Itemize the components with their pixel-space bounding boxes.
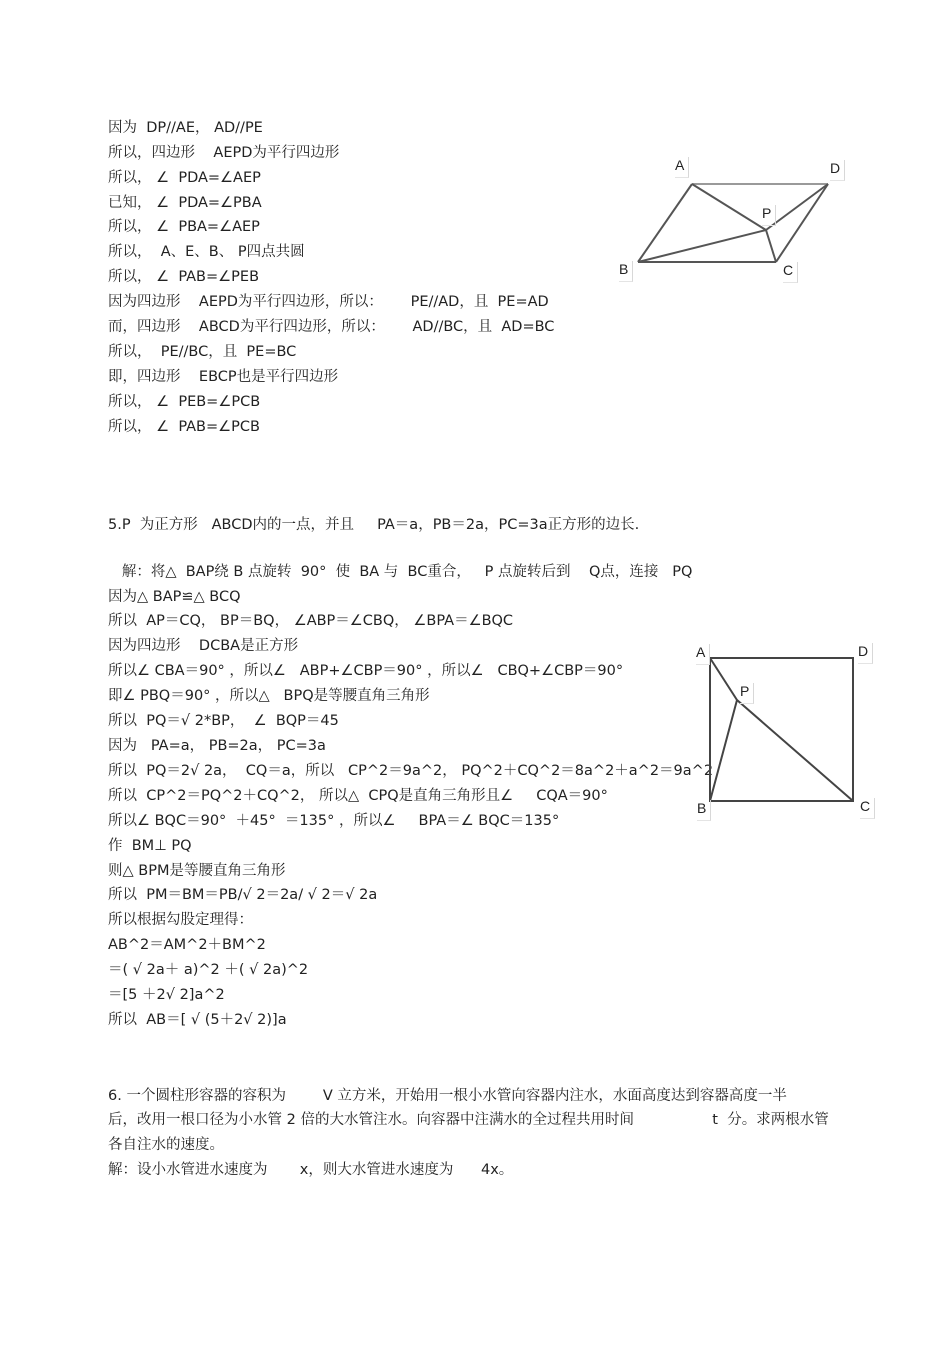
problem-5-question: 5.P 为正方形 ABCD内的一点，并且 PA＝a，PB＝2a，PC=3a正方形的边长. xyxy=(108,517,640,533)
proof-line: 因为 DP//AE， AD//PE xyxy=(108,120,263,136)
solution-line: 所以 AB＝[ √ (5＋2√ 2)]a xyxy=(108,1012,287,1028)
solution-line: 所以根据勾股定理得： xyxy=(108,912,253,928)
vertex-label-a: A xyxy=(696,644,710,665)
solution-line: 则△ BPM是等腰直角三角形 xyxy=(108,863,286,879)
proof-line: 所以， ∠ PEB=∠PCB xyxy=(108,394,261,410)
solution-line: 因为△ BAP≌△ BCQ xyxy=(108,589,241,605)
proof-line: 所以， A、E、B、 P四点共圆 xyxy=(108,244,305,260)
proof-line: 所以， ∠ PDA=∠AEP xyxy=(108,170,261,186)
solution-line: 所以∠ BQC＝90° ＋45° ＝135° ，所以∠ BPA＝∠ BQC＝135° xyxy=(108,813,560,829)
vertex-label-c: C xyxy=(860,798,875,819)
solution-line: 所以 CP^2＝PQ^2＋CQ^2， 所以△ CPQ是直角三角形且∠ CQA＝90° xyxy=(108,788,608,804)
vertex-label-d: D xyxy=(830,160,845,181)
solution-line: ＝( √ 2a＋ a)^2 ＋( √ 2a)^2 xyxy=(108,962,309,978)
vertex-label-p: P xyxy=(762,205,776,226)
solution-line: 所以 AP＝CQ， BP＝BQ， ∠ABP＝∠CBQ， ∠BPA＝∠BQC xyxy=(108,613,514,629)
proof-line: 所以， PE//BC，且 PE=BC xyxy=(108,344,297,360)
proof-line: 所以， ∠ PAB=∠PEB xyxy=(108,269,260,285)
proof-line: 即，四边形 EBCP也是平行四边形 xyxy=(108,369,339,385)
solution-line: 作 BM⊥ PQ xyxy=(108,838,192,854)
vertex-label-p: P xyxy=(740,683,754,704)
proof-line: 所以，四边形 AEPD为平行四边形 xyxy=(108,145,340,161)
vertex-label-a: A xyxy=(675,157,689,178)
proof-line: 所以， ∠ PAB=∠PCB xyxy=(108,419,260,435)
solution-line: 所以 PQ＝√ 2*BP， ∠ BQP＝45 xyxy=(108,713,339,729)
solution-line: 所以∠ CBA＝90° ，所以∠ ABP+∠CBP＝90° ，所以∠ CBQ+∠CBP＝90° xyxy=(108,663,624,679)
parallelogram-figure xyxy=(600,140,860,300)
proof-line: 因为四边形 AEPD为平行四边形，所以： PE//AD，且 PE=AD xyxy=(108,294,549,310)
vertex-label-d: D xyxy=(858,643,873,664)
vertex-label-b: B xyxy=(619,261,633,282)
solution-line: 解：将△ BAP绕 B 点旋转 90° 使 BA 与 BC重合， P 点旋转后到 Q点，连接 PQ xyxy=(108,564,693,580)
vertex-label-b: B xyxy=(697,800,711,821)
solution-line: 因为 PA=a， PB=2a， PC=3a xyxy=(108,738,326,754)
problem-6-line: 后，改用一根口径为小水管 2 倍的大水管注水。向容器中注满水的全过程共用时间 t 分。求两根水管 xyxy=(108,1112,829,1128)
solution-line: 即∠ PBQ＝90° ，所以△ BPQ是等腰直角三角形 xyxy=(108,688,430,704)
proof-line: 已知， ∠ PDA=∠PBA xyxy=(108,195,262,211)
problem-6-solution: 解：设小水管进水速度为 x，则大水管进水速度为 4x。 xyxy=(108,1162,514,1178)
problem-6-line: 各自注水的速度。 xyxy=(108,1137,224,1153)
proof-line: 所以， ∠ PBA=∠AEP xyxy=(108,219,260,235)
parallelogram-diagram xyxy=(600,140,860,300)
solution-line: 所以 PQ＝2√ 2a， CQ＝a，所以 CP^2＝9a^2， PQ^2＋CQ^2＝8a^2＋a^2＝9a^2 xyxy=(108,763,714,779)
proof-line: 而，四边形 ABCD为平行四边形，所以： AD//BC，且 AD=BC xyxy=(108,319,555,335)
solution-line: AB^2＝AM^2＋BM^2 xyxy=(108,937,266,953)
square-figure xyxy=(690,638,890,823)
square-diagram xyxy=(690,638,890,823)
solution-line: ＝[5 ＋2√ 2]a^2 xyxy=(108,987,225,1003)
solution-line: 因为四边形 DCBA是正方形 xyxy=(108,638,299,654)
solution-line: 所以 PM＝BM＝PB/√ 2＝2a/ √ 2＝√ 2a xyxy=(108,887,378,903)
problem-6-line: 6. 一个圆柱形容器的容积为 V 立方米，开始用一根小水管向容器内注水，水面高度达到容器高度一半 xyxy=(108,1088,787,1104)
vertex-label-c: C xyxy=(783,262,798,283)
